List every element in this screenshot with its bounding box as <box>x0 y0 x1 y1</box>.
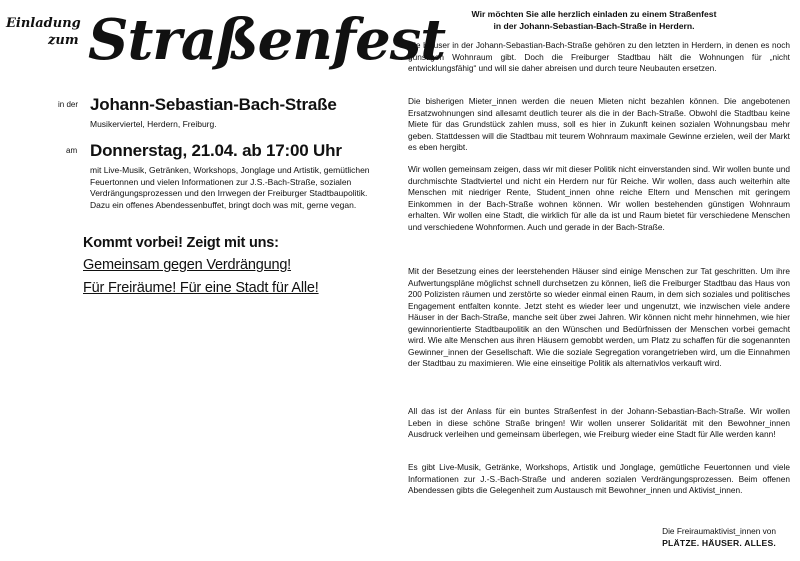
call-to-action: Kommt vorbei! Zeigt mit uns: <box>83 235 279 251</box>
invite-word-1: Einladung <box>6 16 81 31</box>
heading-line-1: Wir möchten Sie alle herzlich einladen zu einem Straßenfest <box>471 9 717 19</box>
paragraph: All das ist der Anlass für ein buntes Straßenfest in der Johann-Sebastian-Bach-Straße. Wir wollen Leben in diese schöne Straße bringen! Wir wollen unserer Solidarität mit den Bewohner_innen Ausdruck verleihen und gemeinsam überlegen, wie Freiburg wieder eine Stadt für Alle werden kann! <box>408 406 790 439</box>
signature-group: PLÄTZE. HÄUSER. ALLES. <box>662 538 776 548</box>
heading-line-2: in der Johann-Sebastian-Bach-Straße in Herdern. <box>493 21 695 31</box>
signature-line: Die Freiraumaktivist_innen von <box>662 526 776 536</box>
label-am: am <box>66 146 78 155</box>
street-location: Musikerviertel, Herdern, Freiburg. <box>90 119 217 129</box>
street-name: Johann-Sebastian-Bach-Straße <box>90 95 337 114</box>
letter-heading <box>398 8 790 32</box>
paragraph: Die bisherigen Mieter_innen werden die neuen Mieten nicht bezahlen können. Die angebotenen Ersatzwohnungen sind allesamt deutlich teurer als die in der Bach-Straße. Obwohl die Stadtbau keine Miete für das Grundstück zahlen muss, soll es hier in Zukunft keinen sozialen Wohnungsbau mehr geben. Stattdessen will die Stadtbau mit teurem Wohnraum maximale Gewinne erzielen, weil der Markt es eben hergibt. <box>408 96 790 152</box>
paragraph: Die Häuser in der Johann-Sebastian-Bach-Straße gehören zu den letzten in Herdern, in denen es noch günstigen Wohnraum gibt. Doch die Freiburger Stadtbau hält die Wohnungen für „nicht entwicklungsfähig“ und will sie daher abreisen und durch teure Neubauten ersetzen. <box>408 40 790 73</box>
paragraph: Mit der Besetzung eines der leerstehenden Häuser sind einige Menschen zur Tat geschritten. Um ihre Aufwertungspläne möglichst schnell durchsetzen zu können, ließ die Freiburger Stadtbau das Haus von 200 Polizisten räumen und zerstörte so wieder einmal einen Raum, in dem sich soziales und politisches Engagement entfalten konnte. Jetzt steht es wieder leer und ungenutzt, wie inzwischen viele andere Häuser in der Bach-Straße, manche seit über zwei Jahren. Wir können nicht mehr hinnehmen, wie hier gewinnorientierte Stadtbaupolitik an den Wünschen und Bedürfnissen der Menschen vorbei gemacht wird. Wie alte Menschen aus ihren Häusern gemobbt werden, um Platz zu schaffen für die sogenannten Gewinner_innen der Gesellschaft. Wie die soziale Segregation vorangetrieben wird, um die Einnahmen der Stadtbau zu maximieren. Wie eine einseitige Politik als alternativlos verkauft wird. <box>408 266 790 368</box>
event-date: Donnerstag, 21.04. ab 17:00 Uhr <box>90 141 342 160</box>
slogan-2: Für Freiräume! Für eine Stadt für Alle! <box>83 280 319 296</box>
right-column <box>398 0 790 561</box>
page-title: Straßenfest <box>88 7 446 73</box>
label-in: in der <box>58 100 79 109</box>
slogan-1: Gemeinsam gegen Verdrängung! <box>83 257 292 273</box>
event-details: mit Live-Musik, Getränken, Workshops, Jonglage und Artistik, gemütlichen Feuertonnen und vielen Informationen zur J.S.-Bach-Straße, sozialen Verdrängungsprozessen und den Irrwegen der Freiburger Stadtbaupolitik. Dazu ein offenes Abendessenbuffet, bringt doch was mit, gerne vegan. <box>90 165 370 211</box>
paragraph: Wir wollen gemeinsam zeigen, dass wir mit dieser Politik nicht einverstanden sind. Wir wollen bunte und durchmischte Stadtviertel und nicht ein Herdern nur für Reiche. Wir wollen, dass auch weiterhin alte Menschen mit niedriger Rente, Student_innen ohne reiche Eltern und Menschen mit geringem Einkommen in der Bach-Straße wohnen können. Wir wollen bestehenden günstigen Wohnraum erhalten. Wir wollen eine Stadt, die wirklich für alle da ist und Raum bietet für verschiedene Menschen und verschiedene Wohnformen. Auch und gerade in der Bach-Straße. <box>408 164 790 232</box>
invite-word-2: zum <box>48 33 79 48</box>
paragraph: Es gibt Live-Musik, Getränke, Workshops, Artistik und Jonglage, gemütliche Feuertonnen und viele Informationen zur J.-S.-Bach-Straße und anderen sozialen Verdrängungsprozessen. Beim offenen Abendessen gibts die Gelegenheit zum Austausch mit Bewohner_innen und Aktivist_innen. <box>408 462 790 495</box>
